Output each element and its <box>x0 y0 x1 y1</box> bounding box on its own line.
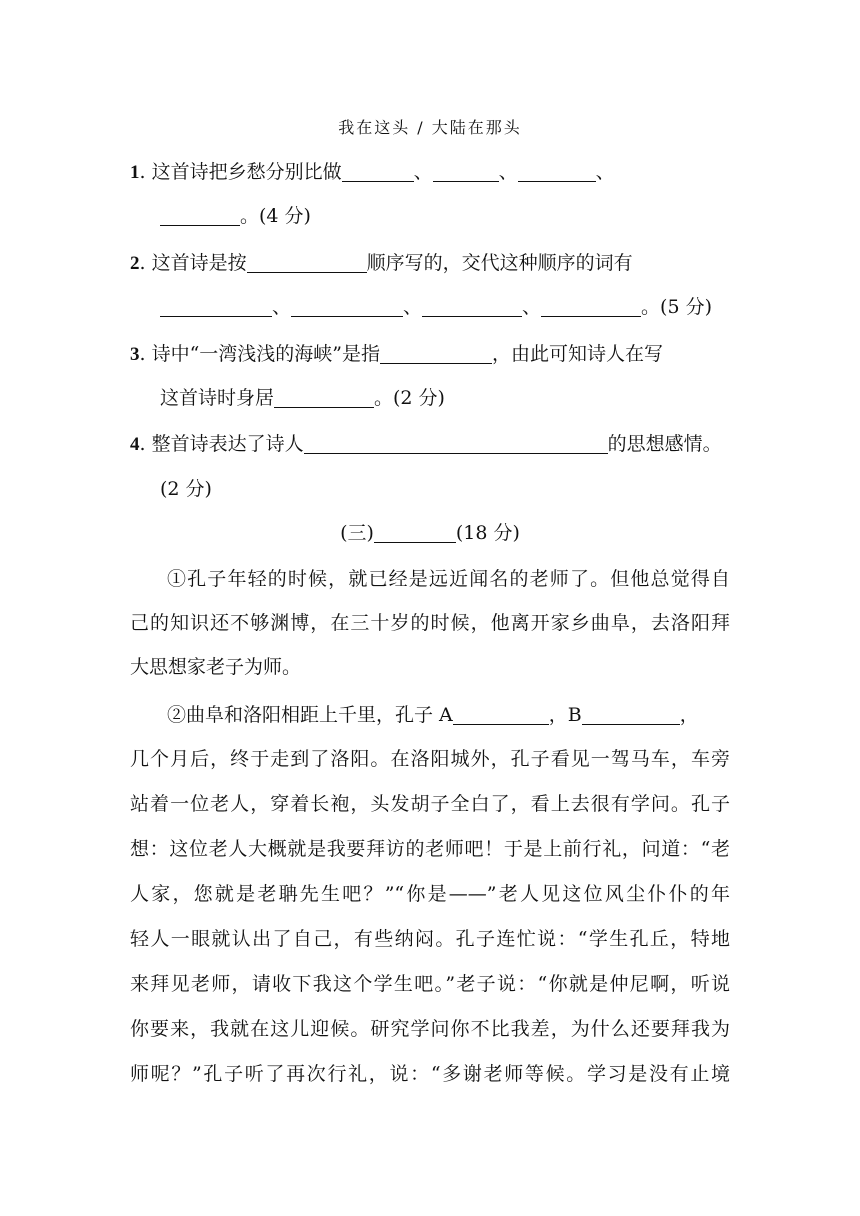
question-text: 的思想感情。 <box>607 433 722 455</box>
question-number: 3 <box>130 344 140 365</box>
passage-line: 人家，您就是老聃先生吧？”“你是——”老人见这位风尘仆仆的年 <box>130 883 730 905</box>
separator: 、 <box>595 161 615 183</box>
score-note: (18 分) <box>455 522 520 544</box>
passage-line: 你要来，我就在这儿迎候。研究学问你不比我差，为什么还要拜我为 <box>130 1018 730 1040</box>
answer-blank[interactable] <box>518 159 596 182</box>
answer-blank-b[interactable] <box>582 702 680 725</box>
question-3-cont <box>160 383 730 413</box>
question-text: . 这首诗把乡愁分别比做 <box>139 161 342 183</box>
separator: 、 <box>413 161 433 183</box>
question-1-cont <box>160 201 730 231</box>
answer-blank[interactable] <box>291 294 403 317</box>
score-note: 。(4 分) <box>240 205 311 227</box>
question-1 <box>130 157 730 188</box>
question-4-cont <box>160 474 730 504</box>
score-note: 。(5 分) <box>641 296 713 318</box>
passage-line <box>167 700 730 730</box>
separator: 、 <box>522 296 542 318</box>
passage-line: 师呢？”孔子听了再次行礼，说：“多谢老师等候。学习是没有止境 <box>130 1063 730 1085</box>
answer-blank[interactable] <box>422 294 522 317</box>
question-2-cont <box>160 292 730 322</box>
separator: 、 <box>272 296 292 318</box>
question-3 <box>130 339 730 370</box>
passage-line: 站着一位老人，穿着长袍，头发胡子全白了，看上去很有学问。孔子 <box>130 793 730 815</box>
passage-text: ， <box>679 704 699 726</box>
passage-text: ②曲阜和洛阳相距上千里，孔子 A <box>167 704 453 726</box>
question-4 <box>130 429 730 460</box>
passage-line: 几个月后，终于走到了洛阳。在洛阳城外，孔子看见一驾马车，车旁 <box>130 748 730 770</box>
question-number: 2 <box>130 253 140 274</box>
passage-line: 轻人一眼就认出了自己，有些纳闷。孔子连忙说：“学生孔丘，特地 <box>130 928 730 950</box>
question-number: 4 <box>130 434 140 455</box>
section-title-blank[interactable] <box>374 520 456 543</box>
passage-line: 想：这位老人大概就是我要拜访的老师吧！于是上前行礼，问道：“老 <box>130 838 730 860</box>
question-text: . 诗中“一湾浅浅的海峡”是指 <box>139 343 381 365</box>
answer-blank[interactable] <box>274 385 374 408</box>
score-note: 。(2 分) <box>374 387 445 409</box>
passage-line: 己的知识还不够渊博，在三十岁的时候，他离开家乡曲阜，去洛阳拜 <box>130 612 730 634</box>
question-text: 这首诗时身居 <box>160 387 275 409</box>
separator: 、 <box>498 161 518 183</box>
passage-line: 大思想家老子为师。 <box>130 656 302 678</box>
section-heading <box>130 518 730 548</box>
score-note: (2 分) <box>160 478 212 500</box>
section-number: (三) <box>340 522 374 544</box>
answer-blank-a[interactable] <box>453 702 549 725</box>
question-text: . 这首诗是按 <box>139 252 247 274</box>
answer-blank[interactable] <box>433 159 499 182</box>
answer-blank[interactable] <box>380 341 492 364</box>
answer-blank[interactable] <box>247 250 367 273</box>
poem-title: 我在这头 / 大陆在那头 <box>338 118 522 137</box>
answer-blank[interactable] <box>541 294 641 317</box>
question-text: 顺序写的，交代这种顺序的词有 <box>366 252 633 274</box>
answer-blank[interactable] <box>342 159 414 182</box>
question-text: ，由此可知诗人在写 <box>492 343 664 365</box>
passage-line: 来拜见老师，请收下我这个学生吧。”老子说：“你就是仲尼啊，听说 <box>130 973 730 995</box>
answer-blank[interactable] <box>304 431 608 454</box>
answer-blank[interactable] <box>160 294 272 317</box>
separator: 、 <box>403 296 423 318</box>
answer-blank[interactable] <box>160 203 240 226</box>
question-2 <box>130 248 730 279</box>
passage-line: ①孔子年轻的时候，就已经是远近闻名的老师了。但他总觉得自 <box>167 568 730 590</box>
question-text: . 整首诗表达了诗人 <box>139 433 304 455</box>
question-number: 1 <box>130 162 140 183</box>
passage-text: ，B <box>548 704 582 726</box>
